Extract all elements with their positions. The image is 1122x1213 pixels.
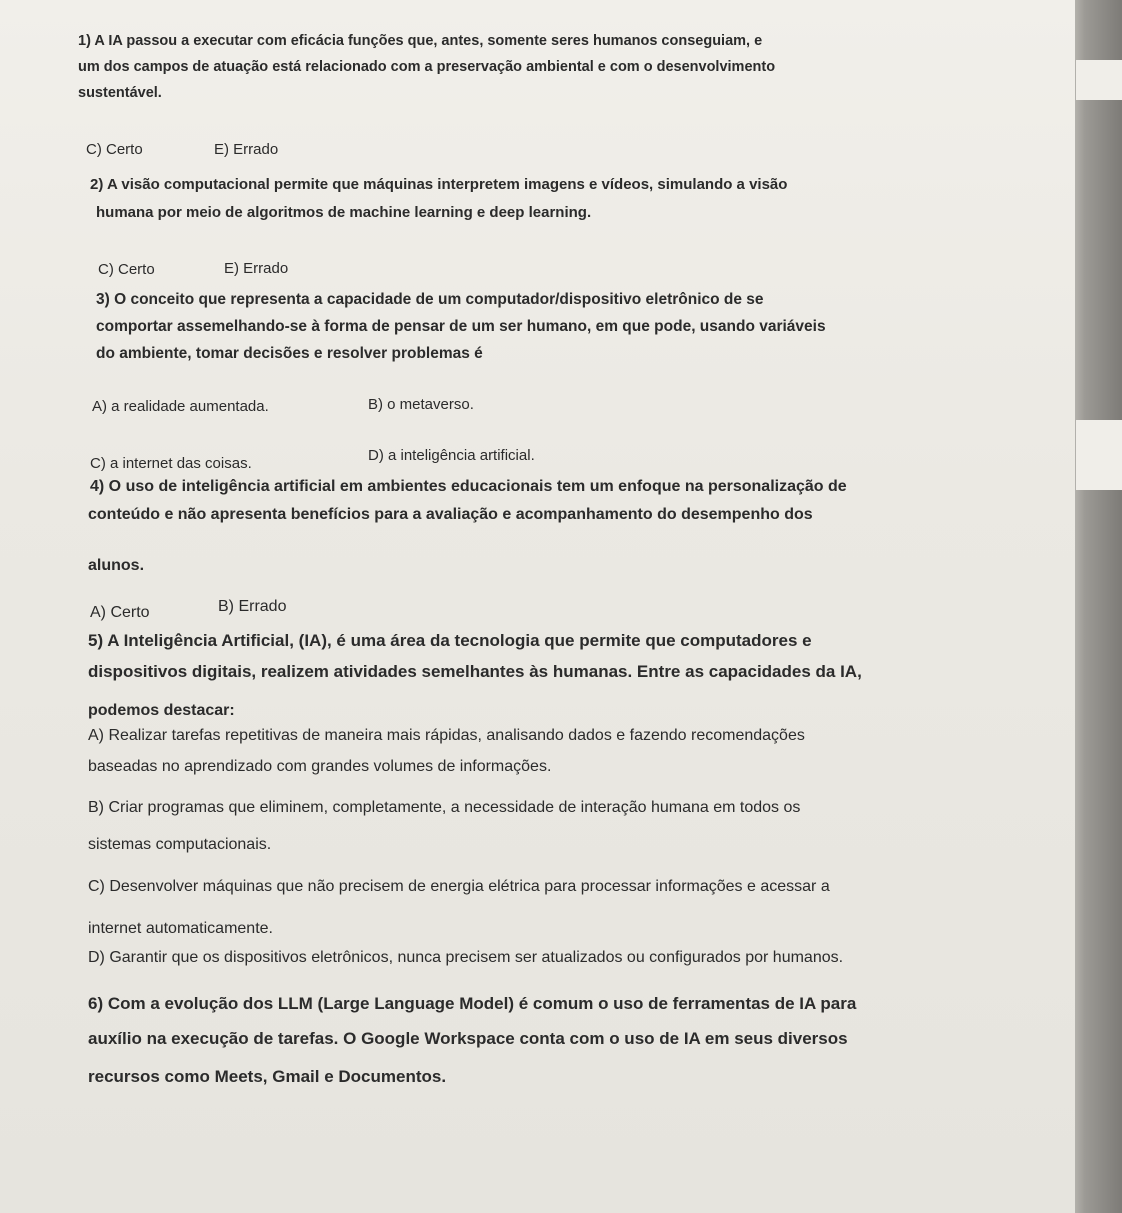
question-4-line-1: 4) O uso de inteligência artificial em ambientes educacionais tem um enfoque na personalização de: [90, 478, 847, 495]
question-4-option-errado[interactable]: B) Errado: [218, 598, 287, 615]
question-1-option-certo[interactable]: C) Certo: [86, 141, 143, 158]
question-5-line-2: dispositivos digitais, realizem atividades semelhantes às humanas. Entre as capacidades da IA,: [88, 662, 862, 681]
question-5-option-b-continued[interactable]: sistemas computacionais.: [88, 836, 272, 853]
question-1-line-2: um dos campos de atuação está relacionado com a preservação ambiental e com o desenvolvimento: [78, 59, 776, 75]
question-5-option-a[interactable]: A) Realizar tarefas repetitivas de maneira mais rápidas, analisando dados e fazendo recomendações: [88, 727, 805, 744]
question-3-option-c[interactable]: C) a internet das coisas.: [90, 455, 252, 472]
paper-edge-fragment: [1076, 60, 1122, 100]
question-5-option-c-continued[interactable]: internet automaticamente.: [88, 920, 273, 937]
question-3-line-2: comportar assemelhando-se à forma de pensar de um ser humano, em que pode, usando variáveis: [96, 318, 826, 335]
question-6-line-2: auxílio na execução de tarefas. O Google Workspace conta com o uso de IA em seus diversos: [88, 1029, 848, 1048]
question-6-line-1: 6) Com a evolução dos LLM (Large Language Model) é comum o uso de ferramentas de IA para: [88, 994, 857, 1013]
question-1-option-errado[interactable]: E) Errado: [214, 141, 279, 158]
question-2-line-2: humana por meio de algoritmos de machine learning e deep learning.: [96, 204, 592, 221]
question-1-line-3: sustentável.: [78, 85, 162, 101]
question-5-option-d[interactable]: D) Garantir que os dispositivos eletrônicos, nunca precisem ser atualizados ou configurados por humanos.: [88, 949, 844, 966]
question-5-option-b[interactable]: B) Criar programas que eliminem, completamente, a necessidade de interação humana em todos os: [88, 799, 801, 816]
question-3-option-d[interactable]: D) a inteligência artificial.: [368, 447, 535, 464]
paper-edge-fragment: [1076, 420, 1122, 490]
question-6-line-3: recursos como Meets, Gmail e Documentos.: [88, 1067, 447, 1086]
question-3-line-3: do ambiente, tomar decisões e resolver problemas é: [96, 345, 483, 362]
question-5-option-a-continued[interactable]: baseadas no aprendizado com grandes volumes de informações.: [88, 758, 552, 775]
question-4-line-3: alunos.: [88, 557, 145, 574]
question-1-line-1: 1) A IA passou a executar com eficácia funções que, antes, somente seres humanos conseguiam, e: [78, 33, 763, 49]
question-5-line-3: podemos destacar:: [88, 702, 235, 719]
question-3-option-b[interactable]: B) o metaverso.: [368, 396, 474, 413]
question-2-line-1: 2) A visão computacional permite que máquinas interpretem imagens e vídeos, simulando a visão: [90, 176, 788, 193]
question-2-option-certo[interactable]: C) Certo: [98, 261, 155, 278]
question-3-option-a[interactable]: A) a realidade aumentada.: [92, 398, 269, 415]
question-4-option-certo[interactable]: A) Certo: [90, 604, 150, 621]
question-4-line-2: conteúdo e não apresenta benefícios para a avaliação e acompanhamento do desempenho dos: [88, 506, 813, 523]
question-3-line-1: 3) O conceito que representa a capacidade de um computador/dispositivo eletrônico de se: [96, 291, 764, 308]
question-2-option-errado[interactable]: E) Errado: [224, 260, 289, 277]
question-5-option-c[interactable]: C) Desenvolver máquinas que não precisem de energia elétrica para processar informações e acessar a: [88, 878, 830, 895]
question-5-line-1: 5) A Inteligência Artificial, (IA), é uma área da tecnologia que permite que computadores e: [88, 631, 812, 650]
